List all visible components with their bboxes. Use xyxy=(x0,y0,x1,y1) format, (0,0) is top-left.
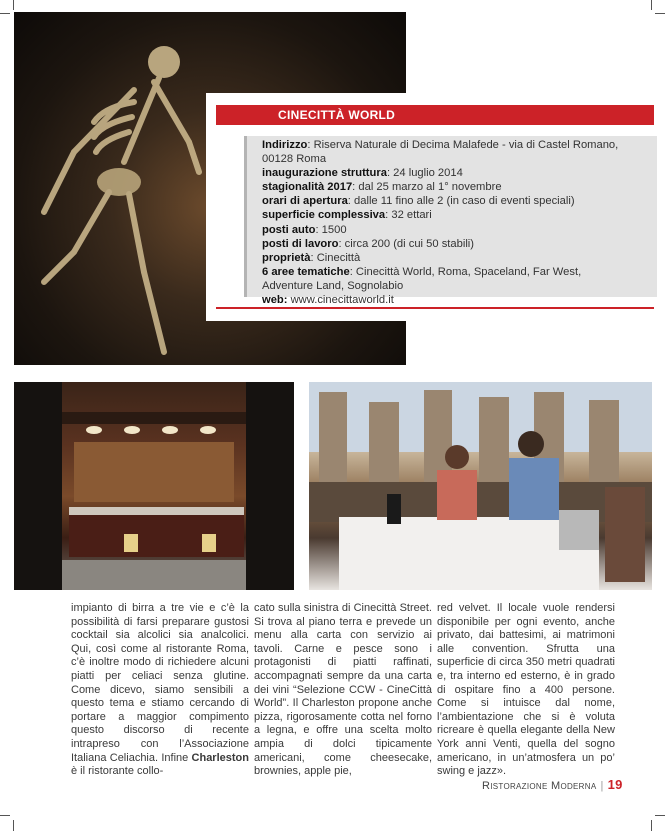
info-bottom-rule xyxy=(216,307,654,309)
info-label: proprietà xyxy=(262,251,311,264)
footer-separator: | xyxy=(600,780,604,792)
info-line xyxy=(262,265,654,279)
body-column-1 xyxy=(71,602,249,779)
info-line xyxy=(262,237,654,251)
crop-mark xyxy=(0,815,10,816)
info-label: superficie complessiva xyxy=(262,209,386,222)
info-value: : 1500 xyxy=(315,223,347,236)
info-label: posti auto xyxy=(262,223,316,236)
text-run: è il ristorante collo- xyxy=(71,765,164,778)
info-title-bar xyxy=(216,105,654,125)
bold-run: Charleston xyxy=(191,751,249,764)
info-value: Adventure Land, Sognolabio xyxy=(262,279,404,292)
crop-mark xyxy=(651,820,652,831)
info-value: : Cinecittà World, Roma, Spaceland, Far West, xyxy=(349,265,582,278)
paragraph xyxy=(71,602,249,779)
crop-mark xyxy=(651,0,652,10)
info-line xyxy=(262,293,654,307)
magazine-name: Ristorazione Moderna xyxy=(482,780,597,792)
crop-mark xyxy=(13,820,14,831)
info-line xyxy=(262,180,654,194)
info-value: : dalle 11 fino alle 2 (in caso di eventi speciali) xyxy=(347,195,575,208)
info-value: : Riserva Naturale di Decima Malafede - via di Castel Romano, xyxy=(307,139,619,151)
info-line xyxy=(262,152,654,166)
page-number: 19 xyxy=(607,777,623,792)
info-list xyxy=(262,138,654,307)
text-run: impianto di birra a tre vie e c’è la possibilità di farsi preparare gustosi cocktail sia alcolici sia analcolici. Qui, così come al ristorante Roma, c’è inoltre modo di richiedere alcuni piatti per celiaci senza glutine. Come dicevo, siamo sensibili a questo tema e stiamo cercando di portare a maggior compimento questo discorso di recente intrapreso con l’Associazione Italiana Celiachia. Infine xyxy=(71,602,249,764)
info-value: : 24 luglio 2014 xyxy=(386,167,463,180)
text-run: cato sulla sinistra di Cinecittà Street. Si trova al piano terra e prevede un menu alla carta con servizio ai tavoli. Carne e pesce sono i protagonisti di piatti raffinati, accompagnati sempre da una carta dei vini “Selezione CCW - CineCittà World”. Il Charleston propone anche pizza, rigorosamente cotta nel forno a legna, e offre una scelta molto ampia di dolci tipicamente americani, come cheesecake, brownies, apple pie, xyxy=(254,602,432,778)
info-line xyxy=(262,279,654,293)
crop-mark xyxy=(655,13,665,14)
paragraph xyxy=(254,602,432,779)
info-value: www.cinecittaworld.it xyxy=(287,294,394,307)
bar-illustration xyxy=(14,382,294,590)
info-title: CINECITTÀ WORLD xyxy=(278,108,396,122)
info-line xyxy=(262,251,654,265)
info-line xyxy=(262,138,654,152)
bar-photo xyxy=(14,382,294,590)
info-value: : circa 200 (di cui 50 stabili) xyxy=(338,237,475,250)
text-run: red velvet. Il locale vuole rendersi disponibile per ogni evento, anche privato, dai battesimi, ai matrimoni alle convention. Sfrutta una superficie di circa 350 metri quadrati e, tra interno ed esterno, è in grado di ospitare fino a 400 persone. Come si intuisce dal nome, l’ambientazione che si è voluta ricreare è quella elegante della New York anni Venti, quella del sogno americano, in un’atmosfera un po’ swing e jazz». xyxy=(437,602,615,778)
crop-mark xyxy=(13,0,14,10)
info-label: orari di apertura xyxy=(262,195,348,208)
info-value: 00128 Roma xyxy=(262,153,327,166)
page-footer xyxy=(482,777,623,792)
info-label: 6 aree tematiche xyxy=(262,265,350,278)
paragraph xyxy=(437,602,615,779)
info-line xyxy=(262,194,654,208)
body-column-2 xyxy=(254,602,432,779)
info-label: web: xyxy=(262,294,288,307)
info-line xyxy=(262,223,654,237)
info-label: posti di lavoro xyxy=(262,237,339,250)
crop-mark xyxy=(655,815,665,816)
info-label: Indirizzo xyxy=(262,139,308,151)
crop-mark xyxy=(0,13,10,14)
body-column-3 xyxy=(437,602,615,779)
info-box xyxy=(206,93,656,321)
info-line xyxy=(262,166,654,180)
info-value: : Cinecittà xyxy=(310,251,361,264)
info-value: : 32 ettari xyxy=(385,209,432,222)
dinner-illustration xyxy=(309,382,652,590)
info-line xyxy=(262,208,654,222)
info-label: inaugurazione struttura xyxy=(262,167,387,180)
info-value: : dal 25 marzo al 1° novembre xyxy=(352,181,502,194)
info-label: stagionalità 2017 xyxy=(262,181,353,194)
dinner-photo xyxy=(309,382,652,590)
